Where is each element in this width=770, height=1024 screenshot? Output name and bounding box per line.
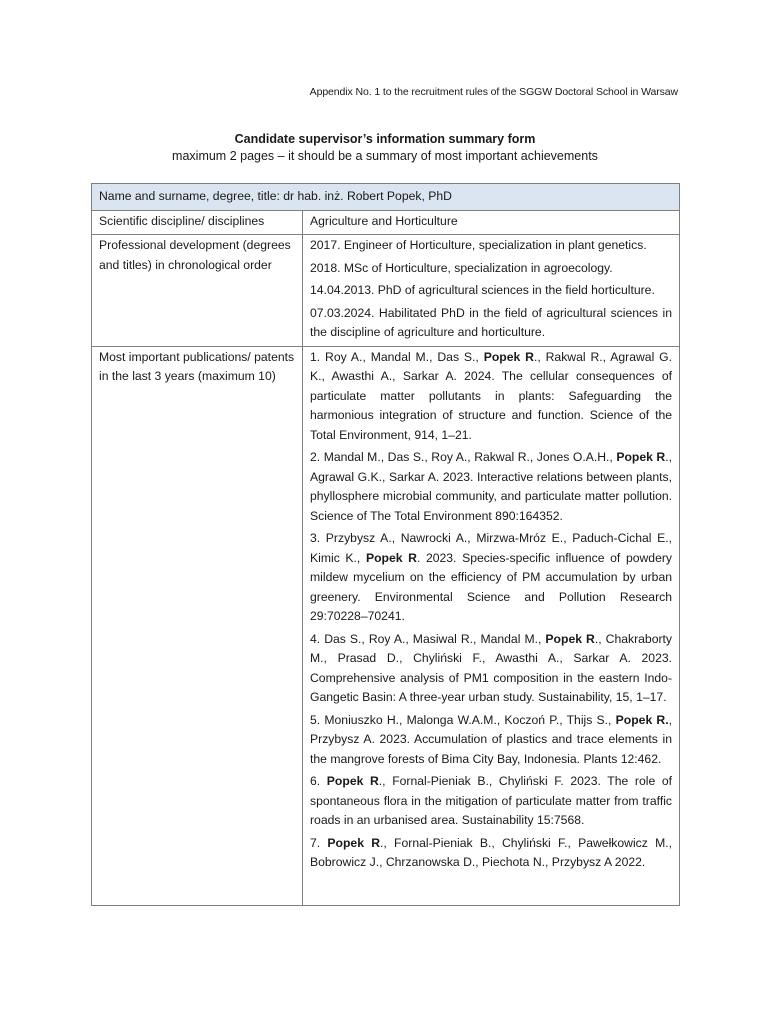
development-entry: 2018. MSc of Horticulture, specialization in agroecology. bbox=[310, 260, 613, 275]
publication-details: ., Chakraborty M., Prasad D., Chyliński F., Awasthi A., Sarkar A. 2023. Comprehensive analysis of PM1 composition in the eastern Indo-Gangetic Basin: A three-year urban study. Sustainability, 15, 1–17. bbox=[310, 631, 673, 704]
development-entry: 07.03.2024. Habilitated PhD in the field of agricultural sciences in the discipline of agriculture and horticulture. bbox=[310, 305, 673, 339]
publication-item bbox=[310, 348, 672, 446]
publication-details: ., Fornal-Pieniak B., Chyliński F., Pawełkowicz M., Bobrowicz J., Chrzanowska D., Piechota N., Przybysz A 2022. bbox=[310, 835, 673, 869]
publication-item bbox=[310, 772, 672, 831]
publication-highlight: Popek R bbox=[616, 450, 666, 464]
publication-item bbox=[310, 834, 672, 873]
publication-highlight: Popek R bbox=[327, 835, 381, 850]
publications-list bbox=[303, 346, 680, 905]
publication-item bbox=[310, 448, 672, 526]
development-label: Professional development (degrees and titles) in chronological order bbox=[92, 235, 303, 347]
publication-authors: 2. Mandal M., Das S., Roy A., Rakwal R., Jones O.A.H., bbox=[310, 450, 617, 464]
development-entries bbox=[303, 235, 680, 347]
discipline-label: Scientific discipline/ disciplines bbox=[92, 210, 303, 235]
publication-authors: 1. Roy A., Mandal M., Das S., bbox=[310, 349, 484, 364]
publication-item bbox=[310, 529, 672, 627]
publication-authors: 5. Moniuszko H., Malonga W.A.M., Koczoń P., Thijs S., bbox=[310, 712, 616, 727]
publication-item bbox=[310, 630, 672, 708]
publication-highlight: Popek R bbox=[365, 550, 417, 565]
discipline-row bbox=[92, 210, 680, 235]
publication-details: ., Agrawal G.K., Sarkar A. 2023. Interactive relations between plants, phyllosphere microbial community, and particulate matter pollution. Science of The Total Environment 890:164352. bbox=[310, 450, 673, 523]
summary-table bbox=[91, 183, 680, 906]
publication-details: . 2023. Species-specific influence of powdery mildew mycelium on the efficiency of PM accumulation by urban greenery. Environmental Science and Pollution Research 29:70228–70241. bbox=[310, 550, 673, 623]
publication-authors: 3. Przybysz A., Nawrocki A., Mirzwa-Mróz E., Paduch-Cichal E., Kimic K., bbox=[310, 531, 673, 565]
development-entry: 14.04.2013. PhD of agricultural sciences in the field horticulture. bbox=[310, 283, 655, 297]
publication-details: ., Fornal-Pieniak B., Chyliński F. 2023. The role of spontaneous flora in the mitigation of particulate matter from traffic roads in an urbanised area. Sustainability 15:7568. bbox=[310, 774, 673, 827]
publication-details: ., Rakwal R., Agrawal G. K., Awasthi A., Sarkar A. 2024. The cellular consequences of particulate matter pollutants in plants: Safeguarding the harmonious integration of structure and function. Science of the Total Environment, 914, 1–21. bbox=[310, 349, 673, 442]
publication-highlight: Popek R bbox=[545, 631, 595, 646]
discipline-value: Agriculture and Horticulture bbox=[303, 210, 680, 235]
publication-authors: 4. Das S., Roy A., Masiwal R., Mandal M., bbox=[310, 631, 546, 646]
publications-label: Most important publications/ patents in the last 3 years (maximum 10) bbox=[92, 346, 303, 905]
publication-details: , Przybysz A. 2023. Accumulation of plastics and trace elements in the mangrove forests of Bima City Bay, Indonesia. Plants 12:462. bbox=[310, 712, 673, 766]
name-row bbox=[92, 184, 680, 211]
development-row bbox=[92, 235, 680, 347]
publication-highlight: Popek R bbox=[483, 349, 534, 364]
form-subtitle: maximum 2 pages – it should be a summary of most important achievements bbox=[172, 149, 598, 163]
publication-highlight: Popek R. bbox=[615, 712, 669, 727]
publication-highlight: Popek R bbox=[326, 774, 379, 788]
development-entry: 2017. Engineer of Horticulture, specialization in plant genetics. bbox=[310, 238, 647, 252]
name-cell: Name and surname, degree, title: dr hab. inż. Robert Popek, PhD bbox=[92, 184, 680, 211]
publication-authors: 7. bbox=[310, 835, 328, 850]
appendix-note: Appendix No. 1 to the recruitment rules of the SGGW Doctoral School in Warsaw bbox=[309, 86, 678, 98]
publication-item bbox=[310, 711, 672, 770]
publications-row bbox=[92, 346, 680, 905]
publication-authors: 6. bbox=[310, 774, 327, 788]
form-title: Candidate supervisor’s information summary form bbox=[234, 132, 536, 146]
publications-clip bbox=[310, 348, 672, 902]
